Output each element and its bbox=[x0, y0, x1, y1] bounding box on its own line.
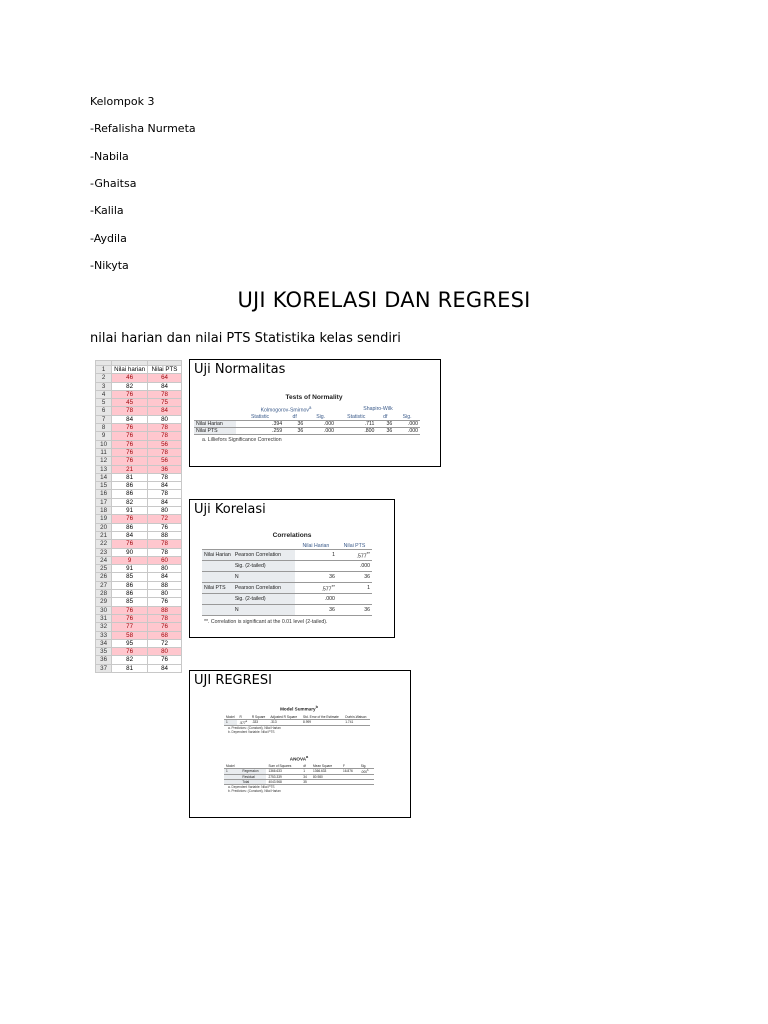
model-summary-table: Model Summary$^b$ Model R R Square Adjusted R Square Std. Error of the Estimate Durbin-Watson 1 .577$^a$ .333 .313 8.999 1.741 a. Predictors: (Constant), Nilai Harian b. Dependent Variable: Nilai PTS bbox=[224, 705, 374, 734]
cell: 1 bbox=[224, 768, 240, 774]
cell-nilai-harian: 91 bbox=[112, 507, 148, 515]
cell: .577** bbox=[356, 550, 370, 560]
cell-nilai-harian: 95 bbox=[112, 639, 148, 647]
cell-nilai-harian: 76 bbox=[112, 606, 148, 614]
cell: .711 bbox=[364, 420, 375, 427]
cell: .000$^b$ bbox=[360, 768, 369, 774]
col-header: R bbox=[239, 714, 242, 719]
cell-nilai-pts: 84 bbox=[148, 573, 182, 581]
cell-nilai-pts: 64 bbox=[148, 374, 182, 382]
col-header: Sum of Squares bbox=[268, 763, 292, 768]
cell-nilai-pts: 80 bbox=[148, 507, 182, 515]
col-header: Nilai PTS bbox=[343, 543, 366, 549]
cell: 35 bbox=[303, 779, 307, 784]
stat-label: Pearson Correlation bbox=[233, 583, 295, 594]
model-summary-title: Model Summary bbox=[280, 706, 316, 712]
cell-nilai-pts: 78 bbox=[148, 548, 182, 556]
row-number: 32 bbox=[96, 623, 112, 631]
sheet-row bbox=[96, 598, 182, 606]
row-number: 21 bbox=[96, 531, 112, 539]
cell: 36 bbox=[386, 427, 393, 434]
sheet-row bbox=[96, 432, 182, 440]
row-number: 36 bbox=[96, 656, 112, 664]
cell-nilai-pts: 78 bbox=[148, 390, 182, 398]
cell-nilai-pts: 80 bbox=[148, 565, 182, 573]
cell: .000 bbox=[323, 427, 334, 434]
col-header: df bbox=[383, 413, 388, 420]
group-label: Nilai PTS bbox=[202, 583, 233, 594]
row-number: 6 bbox=[96, 407, 112, 415]
cell: 1366.633 bbox=[268, 769, 282, 774]
row-number: 19 bbox=[96, 515, 112, 523]
cell-nilai-pts: 68 bbox=[148, 631, 182, 639]
cell: 36 bbox=[329, 574, 335, 580]
cell-nilai-pts: 80 bbox=[148, 590, 182, 598]
regression-box bbox=[189, 670, 411, 818]
row-number: 13 bbox=[96, 465, 112, 473]
row-number: 27 bbox=[96, 581, 112, 589]
stat-label: Pearson Correlation bbox=[233, 550, 295, 561]
sheet-row bbox=[96, 531, 182, 539]
col-header: Sig. bbox=[316, 413, 326, 420]
row-number: 28 bbox=[96, 590, 112, 598]
correlation-box bbox=[189, 499, 395, 638]
data-spreadsheet bbox=[95, 360, 182, 673]
col-header: Model bbox=[226, 763, 235, 768]
cell: .800 bbox=[364, 427, 375, 434]
normality-table-title: Tests of Normality bbox=[285, 394, 343, 401]
row-number: 30 bbox=[96, 606, 112, 614]
normality-heading: Uji Normalitas bbox=[194, 362, 286, 377]
anova-table: ANOVA$^a$ Model Sum of Squares df Mean Square F Sig. 1 Regression 1366.633 1 1366.633 16.876 .000$^b$ Residual 2753.339 34 80.980 Total 4043.968 35 a. Dependent Variable: Nilai PTS b. Predictors: (Constant), Nilai Harian bbox=[224, 755, 374, 793]
cell: 2753.339 bbox=[268, 774, 282, 779]
footnote: a. Dependent Variable: Nilai PTS bbox=[228, 784, 275, 789]
row-number: 24 bbox=[96, 556, 112, 564]
row-number: 10 bbox=[96, 440, 112, 448]
cell-nilai-harian: 84 bbox=[112, 531, 148, 539]
cell: 36 bbox=[297, 427, 304, 434]
cell: 1 bbox=[224, 719, 237, 725]
cell-nilai-harian: 86 bbox=[112, 490, 148, 498]
row-number: 35 bbox=[96, 648, 112, 656]
cell: 8.999 bbox=[303, 720, 312, 725]
cell-nilai-pts: 76 bbox=[148, 623, 182, 631]
cell bbox=[337, 594, 372, 605]
sheet-row bbox=[96, 614, 182, 622]
sheet-row bbox=[96, 523, 182, 531]
sheet-row bbox=[96, 639, 182, 647]
sheet-row bbox=[96, 623, 182, 631]
sheet-row bbox=[96, 556, 182, 564]
row-number: 5 bbox=[96, 399, 112, 407]
cell-nilai-pts: 60 bbox=[148, 556, 182, 564]
sheet-row bbox=[96, 507, 182, 515]
sheet-row bbox=[96, 631, 182, 639]
cell-nilai-harian: 84 bbox=[112, 415, 148, 423]
stat-label: N bbox=[233, 572, 295, 583]
cell: .000 bbox=[324, 596, 335, 602]
correlation-heading: Uji Korelasi bbox=[194, 502, 266, 517]
cell: 34 bbox=[303, 774, 307, 779]
cell-nilai-harian: 76 bbox=[112, 614, 148, 622]
row-number: 17 bbox=[96, 498, 112, 506]
cell-nilai-harian: 76 bbox=[112, 390, 148, 398]
cell-nilai-harian: 82 bbox=[112, 382, 148, 390]
cell: 1 bbox=[367, 585, 370, 591]
row-label: Nilai Harian bbox=[194, 420, 236, 427]
cell-nilai-pts: 88 bbox=[148, 606, 182, 614]
sheet-row bbox=[96, 399, 182, 407]
row-number: 11 bbox=[96, 448, 112, 456]
cell-nilai-pts: 78 bbox=[148, 490, 182, 498]
col-header: Statistic bbox=[250, 413, 270, 420]
cell-nilai-pts: 78 bbox=[148, 540, 182, 548]
col-header: Nilai Harian bbox=[302, 543, 330, 549]
correlation-table-title: Correlations bbox=[272, 532, 312, 539]
cell-nilai-pts: 80 bbox=[148, 415, 182, 423]
cell-nilai-harian: 76 bbox=[112, 457, 148, 465]
col-header: Mean Square bbox=[313, 763, 333, 768]
cell: Residual bbox=[240, 774, 266, 779]
cell-nilai-harian: 21 bbox=[112, 465, 148, 473]
cell: 36 bbox=[386, 420, 393, 427]
cell-nilai-harian: 91 bbox=[112, 565, 148, 573]
ks-label: Kolmogorov-Smirnov bbox=[260, 407, 309, 414]
sheet-row bbox=[96, 664, 182, 672]
cell: .333 bbox=[251, 720, 259, 725]
cell-nilai-pts: 84 bbox=[148, 482, 182, 490]
cell: 1.741 bbox=[345, 720, 354, 725]
footnote: a. Predictors: (Constant), Nilai Harian bbox=[228, 725, 281, 730]
col-header: df bbox=[292, 413, 297, 420]
sheet-row bbox=[96, 573, 182, 581]
cell-nilai-pts: 84 bbox=[148, 664, 182, 672]
cell-nilai-pts: 78 bbox=[148, 473, 182, 481]
sheet-row bbox=[96, 581, 182, 589]
document-title: UJI KORELASI DAN REGRESI bbox=[237, 288, 531, 312]
sheet-row bbox=[96, 548, 182, 556]
row-number: 25 bbox=[96, 565, 112, 573]
row-number: 20 bbox=[96, 523, 112, 531]
cell-nilai-harian: 77 bbox=[112, 623, 148, 631]
cell-nilai-pts: 76 bbox=[148, 656, 182, 664]
cell-nilai-harian: 76 bbox=[112, 515, 148, 523]
column-header-nilai-pts: Nilai PTS bbox=[148, 366, 182, 374]
cell-nilai-pts: 78 bbox=[148, 448, 182, 456]
cell: .394 bbox=[272, 420, 283, 427]
cell-nilai-pts: 72 bbox=[148, 515, 182, 523]
cell-nilai-harian: 76 bbox=[112, 448, 148, 456]
sheet-row bbox=[96, 590, 182, 598]
cell-nilai-harian: 81 bbox=[112, 664, 148, 672]
row-number: 1 bbox=[96, 366, 112, 374]
sw-label: Shapiro-Wilk bbox=[363, 406, 393, 413]
sheet-row bbox=[96, 482, 182, 490]
cell: .313 bbox=[270, 720, 277, 725]
sheet-row bbox=[96, 515, 182, 523]
cell: 1366.633 bbox=[313, 769, 327, 774]
cell: 36 bbox=[364, 607, 370, 613]
stat-label: Sig. (2-tailed) bbox=[233, 594, 295, 605]
sheet-row bbox=[96, 498, 182, 506]
cell: 1 bbox=[332, 552, 335, 558]
cell-nilai-pts: 76 bbox=[148, 598, 182, 606]
row-number: 2 bbox=[96, 374, 112, 382]
stat-label: Sig. (2-tailed) bbox=[233, 561, 295, 572]
sheet-row bbox=[96, 415, 182, 423]
cell: 36 bbox=[364, 574, 370, 580]
sheet-row bbox=[96, 490, 182, 498]
cell-nilai-pts: 84 bbox=[148, 407, 182, 415]
cell-nilai-pts: 56 bbox=[148, 440, 182, 448]
sheet-row bbox=[96, 606, 182, 614]
member-name: -Kalila bbox=[90, 204, 124, 217]
cell-nilai-harian: 76 bbox=[112, 540, 148, 548]
cell-nilai-pts: 75 bbox=[148, 399, 182, 407]
ks-footnote-mark: a bbox=[309, 405, 312, 410]
column-header-nilai-harian: Nilai harian bbox=[112, 366, 148, 374]
cell-nilai-harian: 45 bbox=[112, 399, 148, 407]
sheet-row bbox=[96, 424, 182, 432]
row-number: 15 bbox=[96, 482, 112, 490]
cell-nilai-harian: 82 bbox=[112, 498, 148, 506]
cell: 16.876 bbox=[343, 769, 353, 774]
row-number: 8 bbox=[96, 424, 112, 432]
sheet-row bbox=[96, 448, 182, 456]
row-number: 22 bbox=[96, 540, 112, 548]
sheet-row bbox=[96, 374, 182, 382]
group-label: Nilai Harian bbox=[202, 550, 233, 561]
cell: .259 bbox=[272, 427, 283, 434]
col-header: Adjusted R Square bbox=[270, 714, 298, 719]
row-number: 29 bbox=[96, 598, 112, 606]
sheet-row bbox=[96, 473, 182, 481]
sheet-row bbox=[96, 656, 182, 664]
sheet-row bbox=[96, 407, 182, 415]
cell: .577$^a$ bbox=[239, 719, 248, 725]
cell-nilai-harian: 86 bbox=[112, 482, 148, 490]
row-number: 9 bbox=[96, 432, 112, 440]
cell-nilai-harian: 82 bbox=[112, 656, 148, 664]
normality-table bbox=[194, 394, 434, 443]
cell-nilai-pts: 78 bbox=[148, 424, 182, 432]
row-number: 26 bbox=[96, 573, 112, 581]
row-number: 3 bbox=[96, 382, 112, 390]
col-header: Durbin-Watson bbox=[345, 714, 367, 719]
cell: 36 bbox=[297, 420, 304, 427]
cell-nilai-harian: 81 bbox=[112, 473, 148, 481]
correlation-footnote: **. Correlation is significant at the 0.01 level (2-tailed). bbox=[204, 619, 328, 625]
stat-label: N bbox=[233, 605, 295, 616]
cell: Total bbox=[240, 779, 266, 784]
cell: .000 bbox=[323, 420, 334, 427]
col-header: Sig. bbox=[360, 763, 367, 768]
cell-nilai-harian: 9 bbox=[112, 556, 148, 564]
cell-nilai-harian: 76 bbox=[112, 432, 148, 440]
cell-nilai-harian: 85 bbox=[112, 573, 148, 581]
sheet-row bbox=[96, 382, 182, 390]
anova-title: ANOVA bbox=[289, 756, 307, 762]
footnote: b. Predictors: (Constant), Nilai Harian bbox=[228, 788, 281, 793]
cell-nilai-pts: 78 bbox=[148, 614, 182, 622]
cell-nilai-pts: 78 bbox=[148, 432, 182, 440]
sheet-row bbox=[96, 440, 182, 448]
row-number: 18 bbox=[96, 507, 112, 515]
cell: 4043.968 bbox=[268, 779, 282, 784]
cell-nilai-harian: 86 bbox=[112, 590, 148, 598]
row-number: 23 bbox=[96, 548, 112, 556]
cell: 36 bbox=[329, 607, 335, 613]
member-name: -Aydila bbox=[90, 232, 127, 245]
sheet-row bbox=[96, 465, 182, 473]
cell-nilai-pts: 84 bbox=[148, 382, 182, 390]
sheet-row bbox=[96, 390, 182, 398]
cell-nilai-pts: 36 bbox=[148, 465, 182, 473]
row-number: 31 bbox=[96, 614, 112, 622]
cell: 80.980 bbox=[313, 774, 323, 779]
cell bbox=[295, 561, 337, 572]
cell-nilai-harian: 76 bbox=[112, 648, 148, 656]
document-subtitle: nilai harian dan nilai PTS Statistika kelas sendiri bbox=[90, 331, 401, 346]
row-number: 7 bbox=[96, 415, 112, 423]
member-name: -Nikyta bbox=[90, 259, 129, 272]
cell-nilai-harian: 85 bbox=[112, 598, 148, 606]
normality-footnote: a. Lilliefors Significance Correction bbox=[202, 436, 282, 443]
cell-nilai-pts: 76 bbox=[148, 523, 182, 531]
cell-nilai-pts: 72 bbox=[148, 639, 182, 647]
row-number: 4 bbox=[96, 390, 112, 398]
cell-nilai-pts: 56 bbox=[148, 457, 182, 465]
sheet-row bbox=[96, 540, 182, 548]
row-number: 37 bbox=[96, 664, 112, 672]
normality-box bbox=[189, 359, 441, 467]
footnote: b. Dependent Variable: Nilai PTS bbox=[228, 729, 275, 734]
correlation-table bbox=[202, 532, 382, 625]
cell: .000 bbox=[407, 427, 418, 434]
member-name: -Ghaitsa bbox=[90, 177, 137, 190]
sheet-row bbox=[96, 565, 182, 573]
cell: .577** bbox=[321, 583, 335, 593]
col-header: Std. Error of the Estimate bbox=[303, 714, 339, 719]
cell-nilai-harian: 58 bbox=[112, 631, 148, 639]
cell-nilai-pts: 88 bbox=[148, 531, 182, 539]
cell-nilai-pts: 80 bbox=[148, 648, 182, 656]
cell-nilai-harian: 76 bbox=[112, 440, 148, 448]
cell: .000 bbox=[359, 563, 370, 569]
row-number: 16 bbox=[96, 490, 112, 498]
cell: .000 bbox=[407, 420, 418, 427]
member-name: -Nabila bbox=[90, 150, 129, 163]
cell-nilai-harian: 78 bbox=[112, 407, 148, 415]
row-number: 12 bbox=[96, 457, 112, 465]
cell-nilai-harian: 46 bbox=[112, 374, 148, 382]
member-name: -Refalisha Nurmeta bbox=[90, 122, 196, 135]
cell-nilai-pts: 88 bbox=[148, 581, 182, 589]
col-header: Sig. bbox=[402, 413, 412, 420]
col-header: Statistic bbox=[347, 413, 366, 420]
col-header: Model bbox=[226, 714, 235, 719]
row-number: 14 bbox=[96, 473, 112, 481]
row-label: Nilai PTS bbox=[194, 427, 236, 434]
cell-nilai-pts: 84 bbox=[148, 498, 182, 506]
col-header: df bbox=[303, 763, 306, 768]
group-title: Kelompok 3 bbox=[90, 95, 155, 108]
sheet-row bbox=[96, 457, 182, 465]
col-header: R Square bbox=[251, 714, 266, 719]
cell-nilai-harian: 76 bbox=[112, 424, 148, 432]
regression-heading: UJI REGRESI bbox=[194, 673, 272, 688]
col-header: F bbox=[343, 763, 345, 768]
cell: Regression bbox=[240, 768, 266, 774]
cell-nilai-harian: 86 bbox=[112, 581, 148, 589]
sheet-row bbox=[96, 648, 182, 656]
cell-nilai-harian: 86 bbox=[112, 523, 148, 531]
cell: 1 bbox=[303, 769, 306, 774]
row-number: 34 bbox=[96, 639, 112, 647]
cell-nilai-harian: 90 bbox=[112, 548, 148, 556]
row-number: 33 bbox=[96, 631, 112, 639]
